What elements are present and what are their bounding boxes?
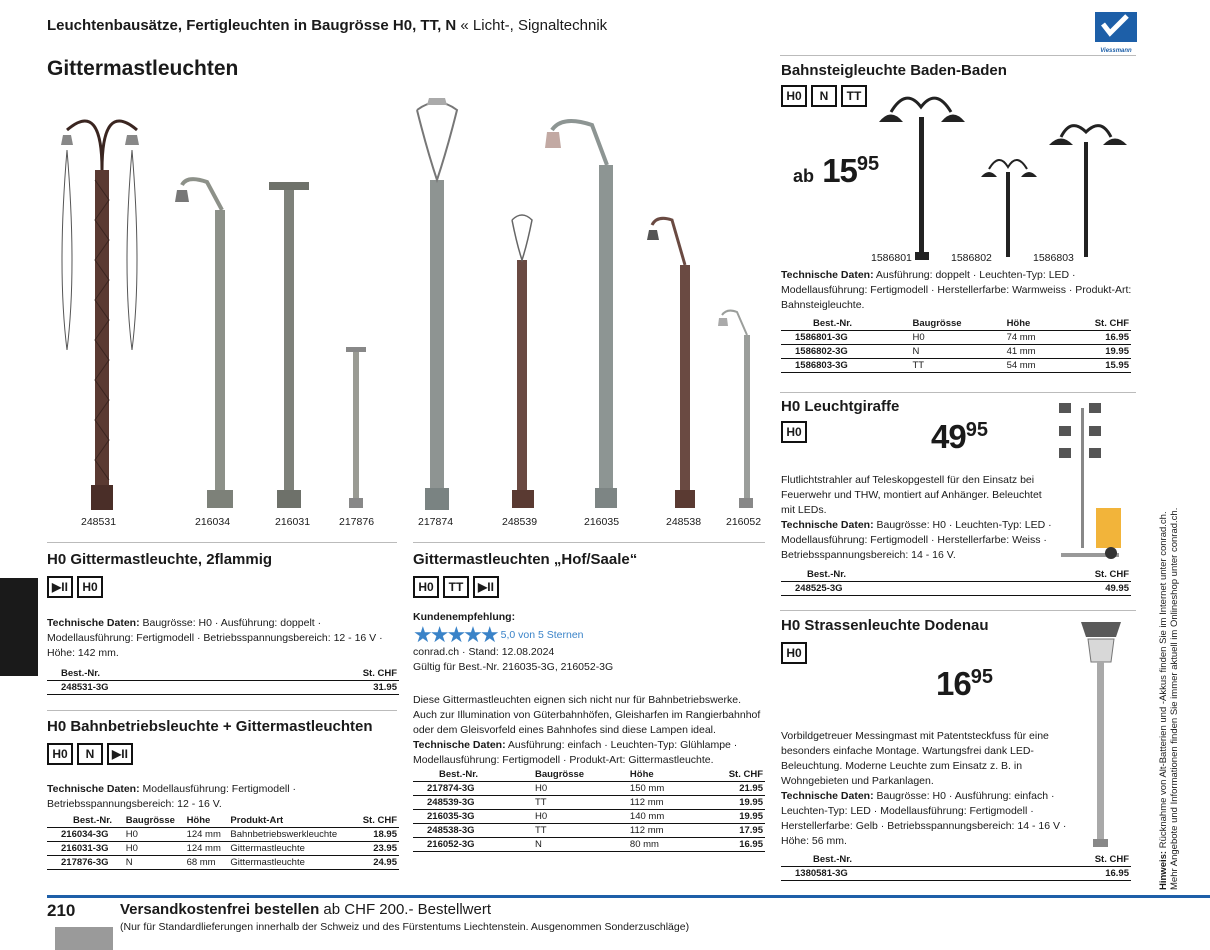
product-baden-baden bbox=[781, 62, 1136, 382]
tech-data: Technische Daten: Baugrösse: H0 · Leuchten-Typ: LED · Modellausführung: Fertigmodell · Herstellerfarbe: Weiss · Betriebsspannungsbereich: 14 - 16 V. bbox=[781, 519, 1052, 561]
lamp-216035 bbox=[545, 121, 617, 508]
lamp-label: 216052 bbox=[726, 516, 762, 528]
table-row: 1586801-3G H0 74 mm 16.95 bbox=[781, 331, 1131, 345]
lamp-1586802 bbox=[981, 160, 1037, 257]
tech-data: Technische Daten: Ausführung: doppelt · Leuchten-Typ: LED · Modellausführung: Fertigmodell · Herstellerfarbe: Warmweiss · Produkt-Art: Bahnsteigleuchte. bbox=[781, 269, 1132, 311]
product-title: Bahnsteigleuchte Baden-Baden bbox=[781, 62, 1007, 79]
badge: ▶II bbox=[47, 576, 73, 598]
product-description: Vorbildgetreuer Messingmast mit Patentsteckfuss für eine besonders einfache Montage. Wartungsfrei dank LED-Beleuchtung. Moderne Leuchte zum Einsatz z. B. in Wohngebieten und Parkanlagen. bbox=[781, 730, 1049, 787]
price: $49^{95}$ bbox=[931, 418, 988, 455]
product-title: H0 Leuchtgiraffe bbox=[781, 398, 900, 415]
badge: H0 bbox=[47, 743, 73, 765]
product-hof-saale bbox=[413, 551, 765, 852]
lamp-217874 bbox=[417, 98, 457, 510]
gittermast-illustrations bbox=[47, 90, 772, 515]
badge: H0 bbox=[413, 576, 439, 598]
rating-valid: Gültig für Best.-Nr. 216035-3G, 216052-3G bbox=[413, 661, 614, 673]
badge: H0 bbox=[781, 421, 807, 443]
lamp-248539 bbox=[512, 215, 534, 508]
product-leuchtgiraffe bbox=[781, 398, 1136, 603]
product-title: H0 Gittermastleuchte, 2flammig bbox=[47, 551, 273, 568]
shipping-note: (Nur für Standardlieferungen innerhalb der Schweiz und des Fürstentums Liechtenstein. Ausgenommen Sonderzuschläge) bbox=[120, 921, 690, 933]
brand-logo bbox=[1095, 12, 1137, 54]
badge: TT bbox=[443, 576, 469, 598]
table-row: 216035-3G H0 140 mm 19.95 bbox=[413, 810, 765, 824]
scale-badges bbox=[47, 576, 399, 598]
table-row: 1586803-3G TT 54 mm 15.95 bbox=[781, 359, 1131, 373]
product-description: Diese Gittermastleuchten eignen sich nicht nur für Bahnbetriebswerke. Auch zur Illumination von Güterbahnhöfen, Gleisharfen im Rangierbahnhof oder dem Gleisvorfeld eines Bahnhofes sind diese Lampen ideal. bbox=[413, 694, 761, 736]
lamp-label: 216031 bbox=[275, 516, 311, 528]
lamp-label: 216035 bbox=[584, 516, 620, 528]
footer-gray-box bbox=[55, 927, 113, 950]
badge: N bbox=[811, 85, 837, 107]
lamp-label: 217876 bbox=[339, 516, 375, 528]
product-title: Gittermastleuchten „Hof/Saale“ bbox=[413, 551, 638, 568]
table-row: 217874-3G H0 150 mm 21.95 bbox=[413, 782, 765, 796]
table-row: 248525-3G 49.95 bbox=[781, 582, 1131, 596]
order-table: Best.-Nr. St. CHF 248531-3G 31.95 bbox=[47, 667, 399, 695]
product-dodenau bbox=[781, 617, 1136, 887]
baden-lamp-illustrations bbox=[871, 87, 1141, 262]
product-title: H0 Bahnbetriebsleuchte + Gittermastleuchten bbox=[47, 718, 373, 735]
lamp-label: 248538 bbox=[666, 516, 702, 528]
lamp-label: 1586801 bbox=[871, 252, 912, 264]
customer-rec-label: Kundenempfehlung: bbox=[413, 611, 516, 623]
star-rating-icon: ★★★★★ bbox=[413, 622, 497, 647]
header-subtitle: « Licht-, Signaltechnik bbox=[460, 17, 608, 34]
lamp-label: 216034 bbox=[195, 516, 231, 528]
page-number: 210 bbox=[47, 901, 76, 920]
tech-data: Technische Daten: Baugrösse: H0 · Ausführung: einfach · Leuchten-Typ: LED · Modellausführung: Fertigmodell · Herstellerfarbe: Gelb · Betriebsspannungsbereich: 14 - 16 V · Höhe: 56 mm. bbox=[781, 790, 1067, 847]
product-bahnbetriebsleuchte bbox=[47, 718, 399, 870]
scale-badges bbox=[413, 576, 765, 598]
lamp-1586803 bbox=[1049, 126, 1127, 257]
lamp-label: 248531 bbox=[81, 516, 117, 528]
badge: ▶II bbox=[473, 576, 499, 598]
page-title: Gittermastleuchten bbox=[47, 57, 239, 80]
order-table: Best.-Nr. St. CHF 248525-3G 49.95 bbox=[781, 568, 1131, 596]
product-gittermast-2flammig bbox=[47, 551, 399, 695]
scale-badges bbox=[47, 743, 399, 765]
lamp-label: 248539 bbox=[502, 516, 538, 528]
lamp-label: 1586803 bbox=[1033, 252, 1074, 264]
lamp-label: 217874 bbox=[418, 516, 454, 528]
tech-data: Technische Daten: Baugrösse: H0 · Ausführung: doppelt · Modellausführung: Fertigmodell · Betriebsspannungsbereich: 12 - 16 V · Höhe: 142 mm. bbox=[47, 617, 383, 659]
shipping-headline: Versandkostenfrei bestellen ab CHF 200.- Bestellwert bbox=[120, 901, 491, 918]
product-description: Flutlichtstrahler auf Teleskopgestell für den Einsatz bei Feuerwehr und THW, montiert auf Anhänger. Beleuchtet mit LEDs. bbox=[781, 474, 1042, 516]
price: ab $15^{95}$ bbox=[793, 152, 880, 189]
side-note: Hinweis: Rücknahme von Alt-Batterien und -Akkus finden Sie im Internet unter conrad.ch. Mehr Angebote und Informationen finden Sie immer aktuell im Onlineshop unter conrad.ch. bbox=[1158, 507, 1180, 890]
order-table: Best.-Nr. St. CHF 1380581-3G 16.95 bbox=[781, 853, 1131, 881]
rating-source: conrad.ch · Stand: 12.08.2024 bbox=[413, 646, 555, 658]
table-row: 217876-3G N 68 mm Gittermastleuchte 24.95 bbox=[47, 856, 399, 870]
badge: TT bbox=[841, 85, 867, 107]
page-header bbox=[47, 17, 607, 34]
badge: H0 bbox=[77, 576, 103, 598]
dodenau-illustration bbox=[1071, 617, 1131, 857]
table-row: 216034-3G H0 124 mm Bahnbetriebswerkleuchte 18.95 bbox=[47, 828, 399, 842]
brand-name: Viessmann bbox=[1100, 48, 1132, 54]
price: $16^{95}$ bbox=[936, 665, 993, 702]
badge: ▶II bbox=[107, 743, 133, 765]
header-title: Leuchtenbausätze, Fertigleuchten in Baugrösse H0, TT, N bbox=[47, 17, 457, 34]
lamp-248531 bbox=[61, 121, 139, 510]
footer-divider bbox=[47, 895, 1210, 898]
order-table: Best.-Nr. Baugrösse Höhe St. CHF 1586801-3G H0 74 mm 16.95 1586802-3G N 41 mm 19.95 1586803-3G TT 54 mm 15.95 bbox=[781, 317, 1131, 373]
tech-data: Technische Daten: Modellausführung: Fertigmodell · Betriebsspannungsbereich: 12 - 16 V. bbox=[47, 783, 296, 810]
table-row: 248539-3G TT 112 mm 19.95 bbox=[413, 796, 765, 810]
table-row: 248538-3G TT 112 mm 17.95 bbox=[413, 824, 765, 838]
rating-text[interactable]: 5,0 von 5 Sternen bbox=[500, 628, 584, 641]
lamp-216052 bbox=[718, 311, 753, 508]
table-row: 248531-3G 31.95 bbox=[47, 681, 399, 695]
lamp-label: 1586802 bbox=[951, 252, 992, 264]
lamp-216031 bbox=[269, 182, 309, 508]
order-table: Best.-Nr. Baugrösse Höhe St. CHF 217874-3G H0 150 mm 21.95 248539-3G TT 112 mm 19.95 216035-3G H0 140 mm 19.95 248538-3G TT 112 mm 17.95 216052-3G N 80 mm 16.95 bbox=[413, 768, 765, 852]
lamp-1586801 bbox=[879, 98, 965, 260]
table-row: 216052-3G N 80 mm 16.95 bbox=[413, 838, 765, 852]
lamp-217876 bbox=[346, 347, 366, 508]
product-title: H0 Strassenleuchte Dodenau bbox=[781, 617, 989, 634]
table-row: 216031-3G H0 124 mm Gittermastleuchte 23.95 bbox=[47, 842, 399, 856]
table-row: 1380581-3G 16.95 bbox=[781, 867, 1131, 881]
tech-data: Technische Daten: Ausführung: einfach · Leuchten-Typ: Glühlampe · Modellausführung: Fertigmodell · Produkt-Art: Gittermastleuchte. bbox=[413, 739, 738, 766]
chapter-tab bbox=[0, 578, 38, 676]
badge: N bbox=[77, 743, 103, 765]
lamp-216034 bbox=[175, 179, 233, 508]
order-table: Best.-Nr. Baugrösse Höhe Produkt-Art St. CHF 216034-3G H0 124 mm Bahnbetriebswerkleuchte 18.95 216031-3G H0 124 mm Gittermastleuchte 23.95 217876-3G N 68 mm Gittermastleuchte 24.95 bbox=[47, 814, 399, 870]
badge: H0 bbox=[781, 85, 807, 107]
table-row: 1586802-3G N 41 mm 19.95 bbox=[781, 345, 1131, 359]
badge: H0 bbox=[781, 642, 807, 664]
lamp-248538 bbox=[647, 218, 695, 508]
